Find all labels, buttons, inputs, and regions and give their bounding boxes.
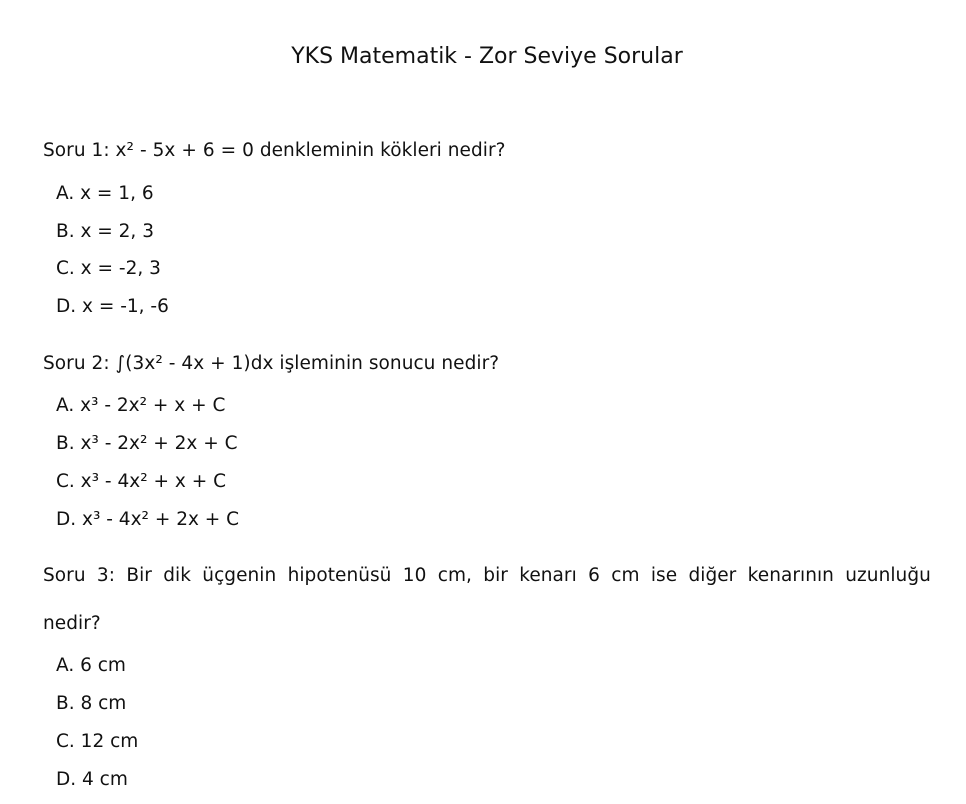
question-3-word: hipotenüsü	[287, 565, 392, 586]
question-3-word: 3:	[96, 565, 116, 586]
question-3-word: ise	[650, 565, 678, 586]
question-3-word: üçgenin	[202, 565, 277, 586]
question-2-option-b: B. x³ - 2x² + 2x + C	[56, 433, 238, 454]
question-3-word: Soru	[43, 565, 86, 586]
question-1-option-d: D. x = -1, -6	[56, 296, 169, 317]
question-2-option-c: C. x³ - 4x² + x + C	[56, 471, 227, 492]
question-3-line-1	[43, 564, 931, 588]
page-title: YKS Matematik - Zor Seviye Sorular	[291, 44, 683, 69]
question-1-text: Soru 1: x² - 5x + 6 = 0 denkleminin kökleri nedir?	[43, 140, 506, 161]
question-3-word: 6	[588, 565, 600, 586]
question-3-word: kenarı	[519, 565, 577, 586]
question-1-option-c: C. x = -2, 3	[56, 258, 161, 279]
question-3-option-d: D. 4 cm	[56, 769, 128, 790]
question-2-option-a: A. x³ - 2x² + x + C	[56, 395, 226, 416]
question-2-text: Soru 2: ∫(3x² - 4x + 1)dx işleminin sonucu nedir?	[43, 353, 500, 374]
question-3-text	[43, 564, 933, 636]
question-3-option-a: A. 6 cm	[56, 655, 126, 676]
question-3-word: diğer	[688, 565, 737, 586]
question-3-word: uzunluğu	[845, 565, 931, 586]
question-3-line-2: nedir?	[43, 613, 101, 634]
question-3-option-b: B. 8 cm	[56, 693, 127, 714]
question-3-word: 10	[402, 565, 427, 586]
question-1-option-a: A. x = 1, 6	[56, 183, 154, 204]
question-3-word: cm,	[437, 565, 472, 586]
question-3-option-c: C. 12 cm	[56, 731, 139, 752]
question-3-word: dik	[163, 565, 191, 586]
question-3-word: cm	[611, 565, 640, 586]
question-2-option-d: D. x³ - 4x² + 2x + C	[56, 509, 240, 530]
question-3-word: Bir	[126, 565, 152, 586]
question-1-option-b: B. x = 2, 3	[56, 221, 154, 242]
question-3-word: kenarının	[747, 565, 834, 586]
question-3-word: bir	[483, 565, 508, 586]
